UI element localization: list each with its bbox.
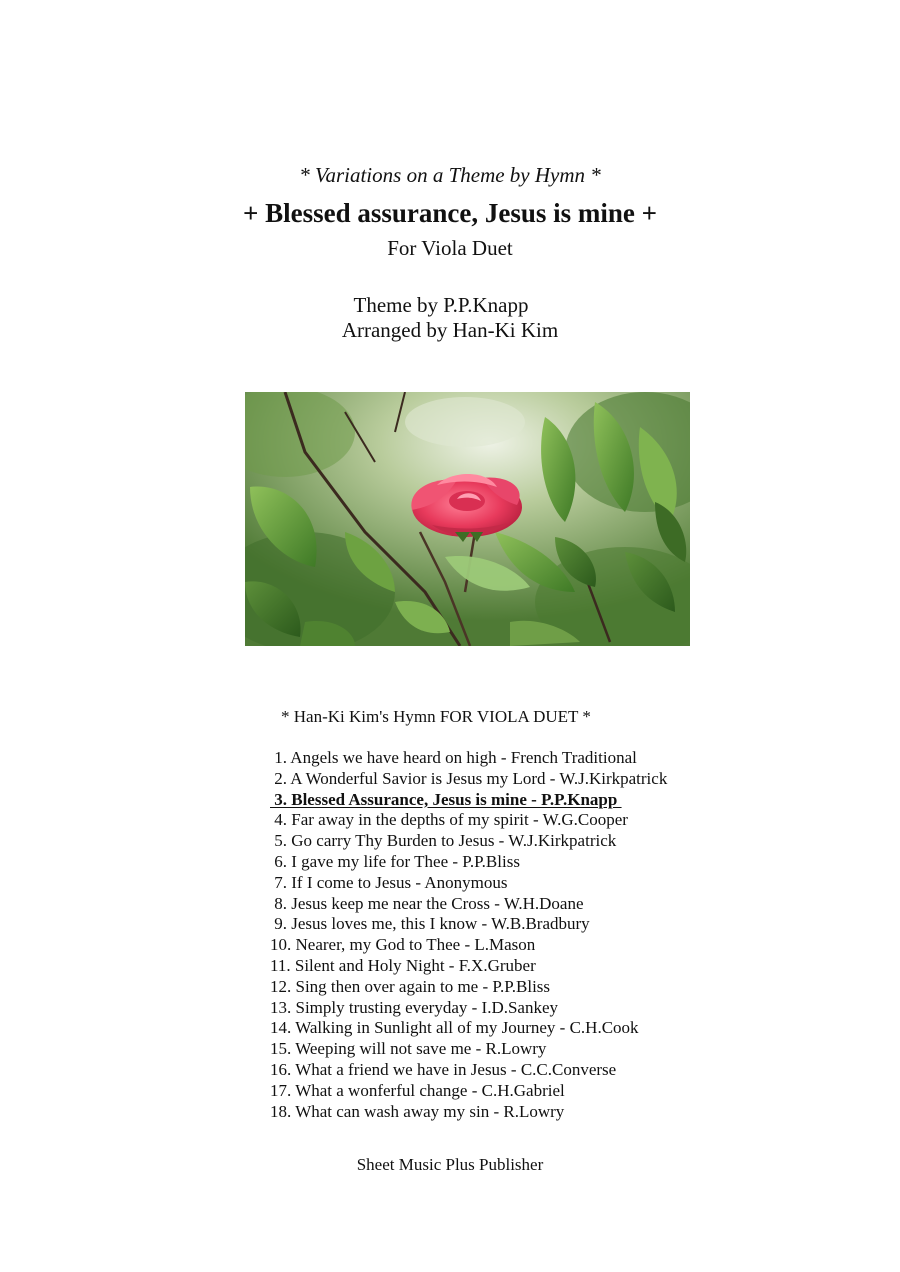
publisher: Sheet Music Plus Publisher [356, 1155, 544, 1174]
list-item-text: 9. Jesus loves me, this I know - W.B.Bradbury [270, 914, 590, 934]
list-item [270, 1060, 667, 1081]
hymn-list [270, 748, 667, 1122]
list-item-text: 6. I gave my life for Thee - P.P.Bliss [270, 851, 520, 871]
list-item [270, 810, 667, 831]
list-item-text: 15. Weeping will not save me - R.Lowry [270, 1039, 547, 1059]
list-item [270, 1039, 667, 1060]
list-item-text: 2. A Wonderful Savior is Jesus my Lord - W.J.Kirkpatrick [270, 768, 668, 788]
list-item [270, 977, 667, 998]
list-item [270, 873, 667, 894]
list-item [270, 998, 667, 1019]
list-item-text: 7. If I come to Jesus - Anonymous [270, 872, 508, 892]
series-heading: * Han-Ki Kim's Hymn FOR VIOLA DUET * [281, 707, 591, 726]
arranger-credit: Arranged by Han-Ki Kim [341, 318, 559, 342]
instrument-line: For Viola Duet [387, 236, 513, 260]
list-item [270, 769, 667, 790]
list-item [270, 748, 667, 769]
list-item [270, 894, 667, 915]
list-item [270, 935, 667, 956]
list-item-text: 13. Simply trusting everyday - I.D.Sankey [270, 997, 559, 1017]
theme-credit: Theme by P.P.Knapp [353, 293, 529, 317]
list-item-text: 18. What can wash away my sin - R.Lowry [270, 1101, 565, 1121]
page-title: + Blessed assurance, Jesus is mine + [242, 198, 658, 228]
rose-photo [245, 392, 690, 646]
list-item-text: 4. Far away in the depths of my spirit - W.G.Cooper [270, 810, 628, 830]
list-item-text: 3. Blessed Assurance, Jesus is mine - P.P.Knapp [270, 789, 622, 809]
list-item-current [270, 790, 667, 811]
list-item-text: 14. Walking in Sunlight all of my Journey - C.H.Cook [270, 1018, 639, 1038]
list-item-text: 1. Angels we have heard on high - French Traditional [270, 748, 637, 767]
list-item [270, 1018, 667, 1039]
list-item [270, 831, 667, 852]
list-item-text: 10. Nearer, my God to Thee - L.Mason [270, 935, 536, 955]
list-item-text: 16. What a friend we have in Jesus - C.C.Converse [270, 1059, 617, 1079]
list-item [270, 956, 667, 977]
list-item-text: 8. Jesus keep me near the Cross - W.H.Doane [270, 893, 584, 913]
list-item-text: 11. Silent and Holy Night - F.X.Gruber [270, 955, 536, 975]
list-item [270, 1102, 667, 1123]
list-item-text: 5. Go carry Thy Burden to Jesus - W.J.Kirkpatrick [270, 831, 617, 851]
list-item [270, 1081, 667, 1102]
list-item [270, 852, 667, 873]
list-item-text: 17. What a wonferful change - C.H.Gabriel [270, 1080, 565, 1100]
list-item-text: 12. Sing then over again to me - P.P.Bliss [270, 976, 551, 996]
list-item [270, 914, 667, 935]
subtitle: * Variations on a Theme by Hymn * [299, 163, 601, 187]
